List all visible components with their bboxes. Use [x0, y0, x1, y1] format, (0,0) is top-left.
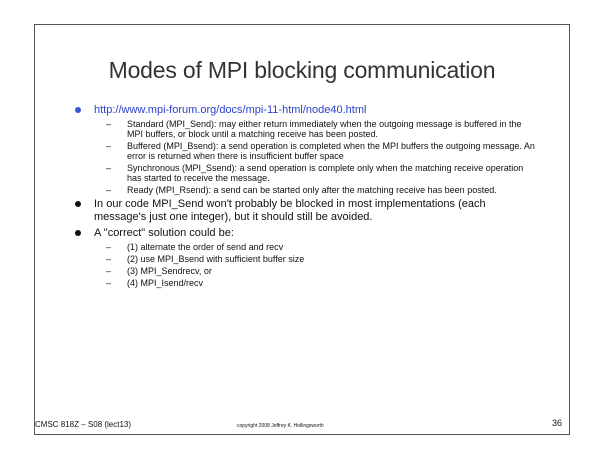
page-number: 36	[552, 418, 563, 428]
sub-item-ready: – Ready (MPI_Rsend): a send can be started only after the matching receive has been posted.	[106, 185, 497, 195]
dash-icon: –	[106, 254, 112, 264]
bullet-1	[68, 104, 538, 195]
slide-title: Modes of MPI blocking communication	[108, 57, 496, 83]
bullet-3	[68, 227, 538, 288]
sub-item-standard: – Standard (MPI_Send): may either return immediately when the outgoing message is buffered in the MPI buffers, or block until a matching receive has been posted.	[106, 119, 522, 139]
bullet-2-text: In our code MPI_Send won't probably be blocked in most implementations (each message's just one integer), but it should still be avoided.	[94, 198, 486, 223]
dash-icon: –	[106, 278, 112, 288]
bullet-1-subs	[94, 119, 538, 195]
slide-body	[68, 104, 538, 291]
dash-icon: –	[106, 141, 112, 151]
bullet-dot-icon	[75, 201, 81, 207]
dash-icon: –	[106, 185, 112, 195]
footer-course: CMSC 818Z – S08 (lect13)	[35, 420, 132, 429]
sub-item-sendrecv: – (3) MPI_Sendrecv, or	[106, 266, 212, 276]
dash-icon: –	[106, 119, 112, 129]
sub-item-bsend: – (2) use MPI_Bsend with sufficient buffer size	[106, 254, 305, 264]
bullet-3-subs	[94, 242, 538, 288]
sub-item-alternate: – (1) alternate the order of send and recv	[106, 242, 284, 252]
mpi-forum-link[interactable]: http://www.mpi-forum.org/docs/mpi-11-html/node40.html	[94, 104, 367, 116]
bullet-dot-icon	[75, 107, 81, 113]
footer-copyright: copyright 2008 Jeffrey K. Hollingsworth	[237, 423, 324, 429]
sub-item-synchronous: – Synchronous (MPI_Ssend): a send operation is complete only when the matching receive operation has started to receive the message.	[106, 163, 524, 183]
dash-icon: –	[106, 242, 112, 252]
bullet-3-text: A "correct" solution could be:	[94, 227, 234, 239]
bullet-2	[68, 198, 538, 224]
bullet-dot-icon	[75, 230, 81, 236]
dash-icon: –	[106, 266, 112, 276]
sub-item-buffered: – Buffered (MPI_Bsend): a send operation is completed when the MPI buffers the outgoing message. An error is returned when there is insufficient buffer space	[106, 141, 535, 161]
dash-icon: –	[106, 163, 112, 173]
sub-item-isend: – (4) MPI_Isend/recv	[106, 278, 204, 288]
